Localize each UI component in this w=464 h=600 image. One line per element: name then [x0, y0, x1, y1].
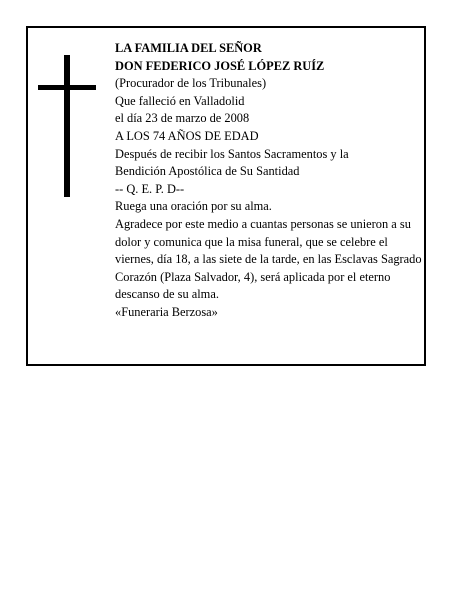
cross-vertical-bar [64, 55, 70, 197]
profession: (Procurador de los Tribunales) [115, 76, 267, 91]
death-date: el día 23 de marzo de 2008 [115, 111, 250, 126]
cross-horizontal-bar [38, 85, 96, 90]
funeral-home: «Funeraria Berzosa» [115, 304, 218, 319]
deceased-name: DON FEDERICO JOSÉ LÓPEZ RUÍZ [115, 58, 325, 73]
family-heading: LA FAMILIA DEL SEÑOR [115, 41, 262, 55]
thanks-paragraph: Agradece por este medio a cuantas personas se unieron a su dolor y comunica que la misa funeral, que se celebre el viernes, día 18, a las siete de la tarde, en las Esclavas Sagrado Corazón (Plaza Salvador, 4), será aplicada por el eterno descanso de su alma. [115, 216, 422, 302]
prayer-request: Ruega una oración por su alma. [115, 199, 272, 214]
notice-text [115, 40, 425, 322]
obituary-notice [26, 26, 426, 366]
age: A LOS 74 AÑOS DE EDAD [115, 128, 259, 143]
sacraments-line-2: Bendición Apostólica de Su Santidad [115, 164, 300, 179]
rip: -- Q. E. P. D-- [115, 181, 185, 196]
sacraments-line-1: Después de recibir los Santos Sacramentos y la [115, 146, 349, 161]
death-place: Que falleció en Valladolid [115, 93, 245, 108]
